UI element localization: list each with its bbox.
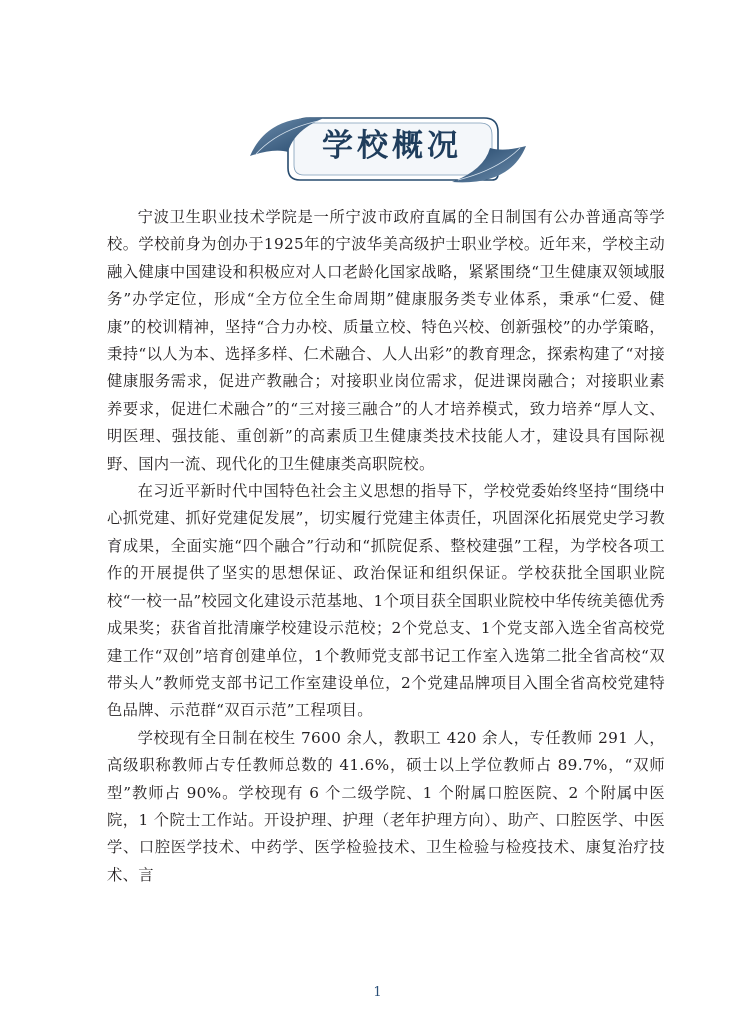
paragraph-intro: 宁波卫生职业技术学院是一所宁波市政府直属的全日制国有公办普通高等学校。学校前身为创办于1925年的宁波华美高级护士职业学校。近年来，学校主动融入健康中国建设和积极应对人口老龄化国家战略，紧紧围绕“卫生健康双领域服务”办学定位，形成“全方位全生命周期”健康服务类专业体系，秉承“仁爱、健康”的校训精神，坚持“合力办校、质量立校、特色兴校、创新强校”的办学策略，秉持“以人为本、选择多样、仁术融合、人人出彩”的教育理念，探索构建了“对接健康服务需求，促进产教融合；对接职业岗位需求，促进课岗融合；对接职业素养要求，促进仁术融合”的“三对接三融合”的人才培养模式，致力培养“厚人文、明医理、强技能、重创新”的高素质卫生健康类技术技能人才，建设具有国际视野、国内一流、现代化的卫生健康类高职院校。 (107, 208, 665, 473)
section-title-banner (248, 108, 528, 190)
document-body (107, 204, 665, 889)
paragraph-party-building: 在习近平新时代中国特色社会主义思想的指导下，学校党委始终坚持“围绕中心抓党建、抓好党建促发展”，切实履行党建主体责任，巩固深化拓展党史学习教育成果，全面实施“四个融合”行动和“抓院促系、整校建强”工程，为学校各项工作的开展提供了坚实的思想保证、政治保证和组织保证。学校获批全国职业院校“一校一品”校园文化建设示范基地、1个项目获全国职业院校中华传统美德优秀成果奖；获省首批清廉学校建设示范校；2个党总支、1个党支部入选全省高校党建工作“双创”培育创建单位，1个教师党支部书记工作室入选第二批全省高校“双带头人”教师党支部书记工作室建设单位，2个党建品牌项目入围全省高校党建特色品牌、示范群“双百示范”工程项目。 (107, 482, 665, 720)
paragraph-school-scale: 学校现有全日制在校生 7600 余人，教职工 420 余人，专任教师 291 人，高级职称教师占专任教师总数的 41.6%，硕士以上学位教师占 89.7%，“双师型”教师占 90%。学校现有 6 个二级学院、1 个附属口腔医院、2 个附属中医院，1 个院士工作站。开设护理、护理（老年护理方向）、助产、口腔医学、中医学、口腔医学技术、中药学、医学检验技术、卫生检验与检疫技术、康复治疗技术、言 (107, 728, 665, 884)
page-title: 学校概况 (322, 128, 462, 164)
page-number: 1 (373, 985, 382, 1000)
